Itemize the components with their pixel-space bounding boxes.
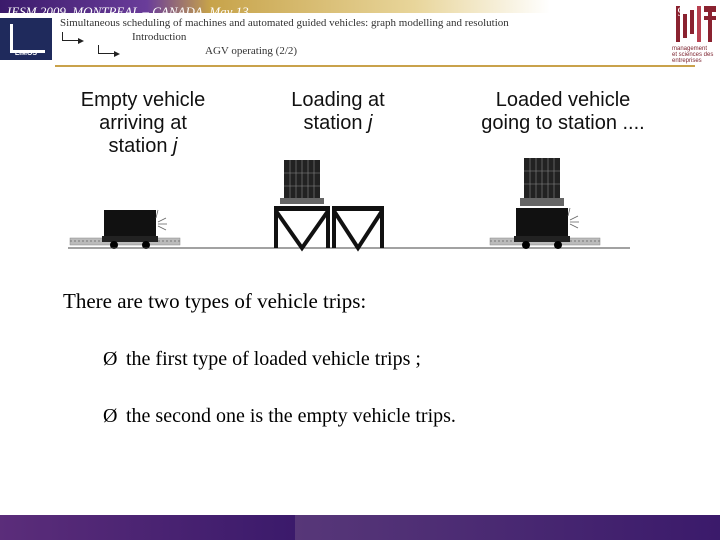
limos-logo bbox=[0, 18, 52, 60]
loaded-vehicle-icon bbox=[514, 158, 579, 249]
bullet-arrow-icon: Ø bbox=[103, 348, 118, 370]
caption-loaded-vehicle: Loaded vehicle going to station .... bbox=[481, 89, 645, 134]
breadcrumb-arrow-icon bbox=[62, 32, 81, 41]
footer-conference: IESM 2009, MONTREAL – CANADA, May 13 bbox=[7, 4, 249, 19]
bullet-item: Ø the first type of loaded vehicle trips ; bbox=[103, 348, 421, 370]
limos-logo-mark bbox=[10, 24, 45, 53]
caption-empty-vehicle: Empty vehicle arriving at station j bbox=[80, 89, 206, 157]
bullet-item: Ø the second one is the empty vehicle trips. bbox=[103, 405, 456, 427]
header-divider bbox=[55, 65, 695, 67]
bullet-arrow-icon: Ø bbox=[103, 405, 118, 427]
loading-station-icon bbox=[274, 160, 384, 248]
university-logo-text: management et sciences des entreprises bbox=[672, 46, 714, 64]
agv-illustration bbox=[60, 150, 640, 260]
header-gold-bar bbox=[210, 0, 550, 13]
breadcrumb-main: Simultaneous scheduling of machines and automated guided vehicles: graph modelling and resolution bbox=[60, 17, 509, 29]
breadcrumb-sub: Introduction bbox=[132, 31, 187, 43]
footer-left-band bbox=[0, 515, 295, 540]
breadcrumb-current: AGV operating (2/2) bbox=[205, 45, 298, 57]
limos-logo-label: LIMOS bbox=[14, 50, 38, 57]
breadcrumb-arrow-icon bbox=[98, 45, 117, 54]
slide-intro-text: There are two types of vehicle trips: bbox=[63, 289, 367, 313]
caption-loading: Loading at station j bbox=[291, 89, 385, 134]
slide-number: TR 9 bbox=[657, 4, 684, 19]
